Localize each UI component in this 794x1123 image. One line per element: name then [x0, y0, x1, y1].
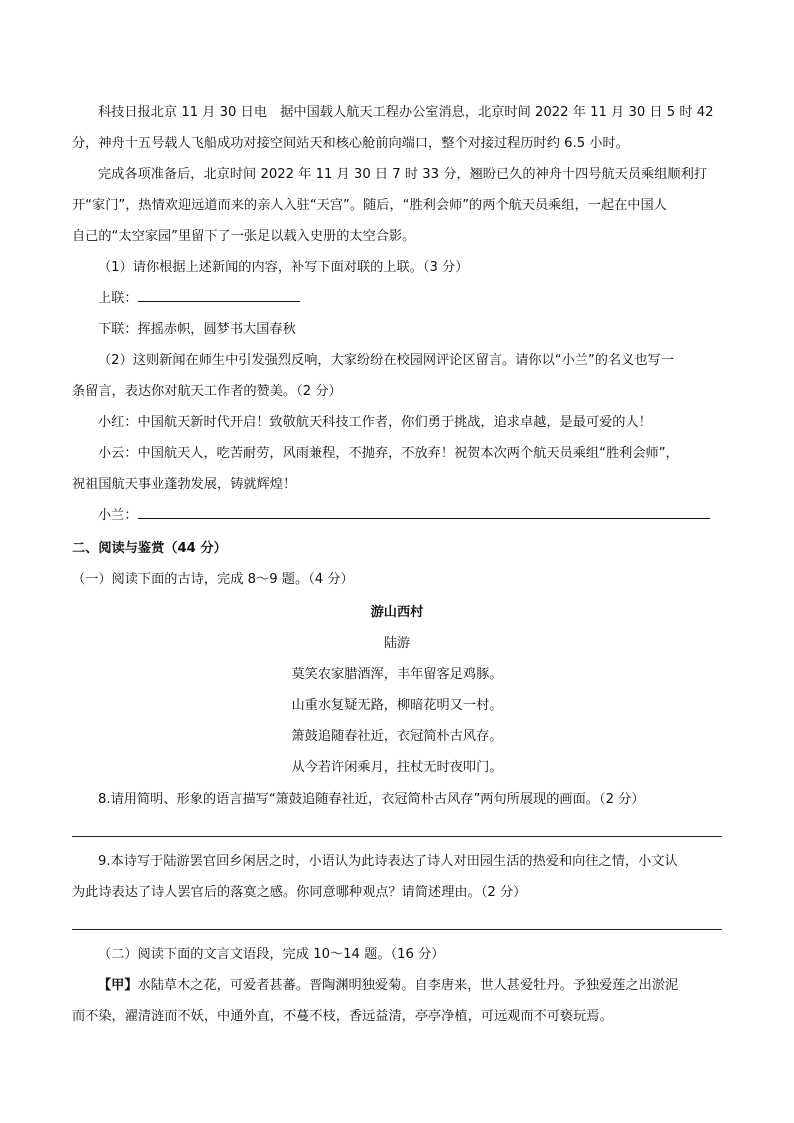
- poem-line-1: 莫笑农家腊酒浑，丰年留客足鸡豚。: [291, 667, 503, 682]
- comment-xiaolan-label: 小兰：: [98, 508, 138, 523]
- couplet-upper: [72, 283, 722, 314]
- section-2-heading: 二、阅读与鉴赏（44 分）: [72, 541, 227, 556]
- news-paragraph-2-line-1: 完成各项准备后，北京时间 2022 年 11 月 30 日 7 时 33 分，翘盼已久的神舟十四号航天员乘组顺利打: [98, 167, 707, 182]
- poem-author: 陆游: [383, 636, 411, 651]
- couplet-lower: 下联：挥摇赤帜，圆梦书大国春秋: [98, 322, 296, 337]
- question-9-prompt-line-1: 9.本诗写于陆游罢官回乡闲居之时，小语认为此诗表达了诗人对田园生活的热爱和向往之情，小文认: [98, 854, 678, 869]
- question-9-prompt-line-2: 为此诗表达了诗人罢官后的落寞之感。你同意哪种观点？请简述理由。（2 分）: [72, 885, 527, 900]
- part-1-instruction: （一）阅读下面的古诗，完成 8～9 题。（4 分）: [72, 572, 354, 587]
- comment-xiaoyun-line-1: 小云：中国航天人，吃苦耐劳，风雨兼程，不抛弃，不放弃！祝贺本次两个航天员乘组“胜利会师”，: [98, 446, 679, 461]
- question-8-prompt: 8.请用简明、形象的语言描写“箫鼓追随春社近，衣冠简朴古风存”两句所展现的画面。（2 分）: [98, 792, 645, 807]
- question-2-prompt-line-1: （2）这则新闻在师生中引发强烈反响，大家纷纷在校园网评论区留言。请你以“小兰”的名义也写一: [98, 353, 674, 368]
- poem-line-3: 箫鼓追随春社近，衣冠简朴古风存。: [291, 729, 503, 744]
- comment-xiaolan: [72, 500, 722, 531]
- part-2-instruction: （二）阅读下面的文言文语段，完成 10～14 题。（16 分）: [98, 947, 445, 962]
- classical-text-line-1: [72, 970, 722, 1001]
- classical-text-tag: 【甲】: [98, 978, 138, 993]
- news-paragraph-2-line-3: 自己的“太空家园”里留下了一张足以载入史册的太空合影。: [72, 229, 416, 244]
- question-9-answer-line[interactable]: [72, 929, 722, 930]
- couplet-upper-answer-blank[interactable]: [138, 287, 300, 302]
- couplet-upper-label: 上联：: [98, 291, 138, 306]
- classical-text-line-2: 而不染，濯清涟而不妖，中通外直，不蔓不枝，香远益清，亭亭净植，可远观而不可亵玩焉。: [72, 1009, 613, 1024]
- comment-xiaohong: 小红：中国航天新时代开启！致敬航天科技工作者，你们勇于挑战，追求卓越，是最可爱的人！: [98, 415, 652, 430]
- comment-xiaolan-answer-blank[interactable]: [138, 504, 710, 519]
- comment-xiaoyun-line-2: 祝祖国航天事业蓬勃发展，铸就辉煌！: [72, 477, 297, 492]
- news-paragraph-1-line-1: 科技日报北京 11 月 30 日电 据中国载人航天工程办公室消息，北京时间 2022 年 11 月 30 日 5 时 42: [98, 105, 714, 120]
- question-8-answer-line[interactable]: [72, 836, 722, 837]
- news-paragraph-1-line-2: 分，神舟十五号载人飞船成功对接空间站天和核心舱前向端口，整个对接过程历时约 6.5 小时。: [72, 136, 629, 151]
- poem-title: 游山西村: [370, 605, 424, 620]
- question-1-prompt: （1）请你根据上述新闻的内容，补写下面对联的上联。（3 分）: [98, 260, 469, 275]
- question-2-prompt-line-2: 条留言，表达你对航天工作者的赞美。（2 分）: [72, 384, 342, 399]
- poem-line-2: 山重水复疑无路，柳暗花明又一村。: [291, 698, 503, 713]
- news-paragraph-2-line-2: 开“家门”，热情欢迎远道而来的亲人入驻“天宫”。随后，“胜利会师”的两个航天员乘组，一起在中国人: [72, 198, 667, 213]
- poem-line-4: 从今若许闲乘月，拄杖无时夜叩门。: [291, 760, 503, 775]
- classical-text-line-1-body: 水陆草木之花，可爱者甚蕃。晋陶渊明独爱菊。自李唐来，世人甚爱牡丹。予独爱莲之出淤泥: [137, 978, 679, 993]
